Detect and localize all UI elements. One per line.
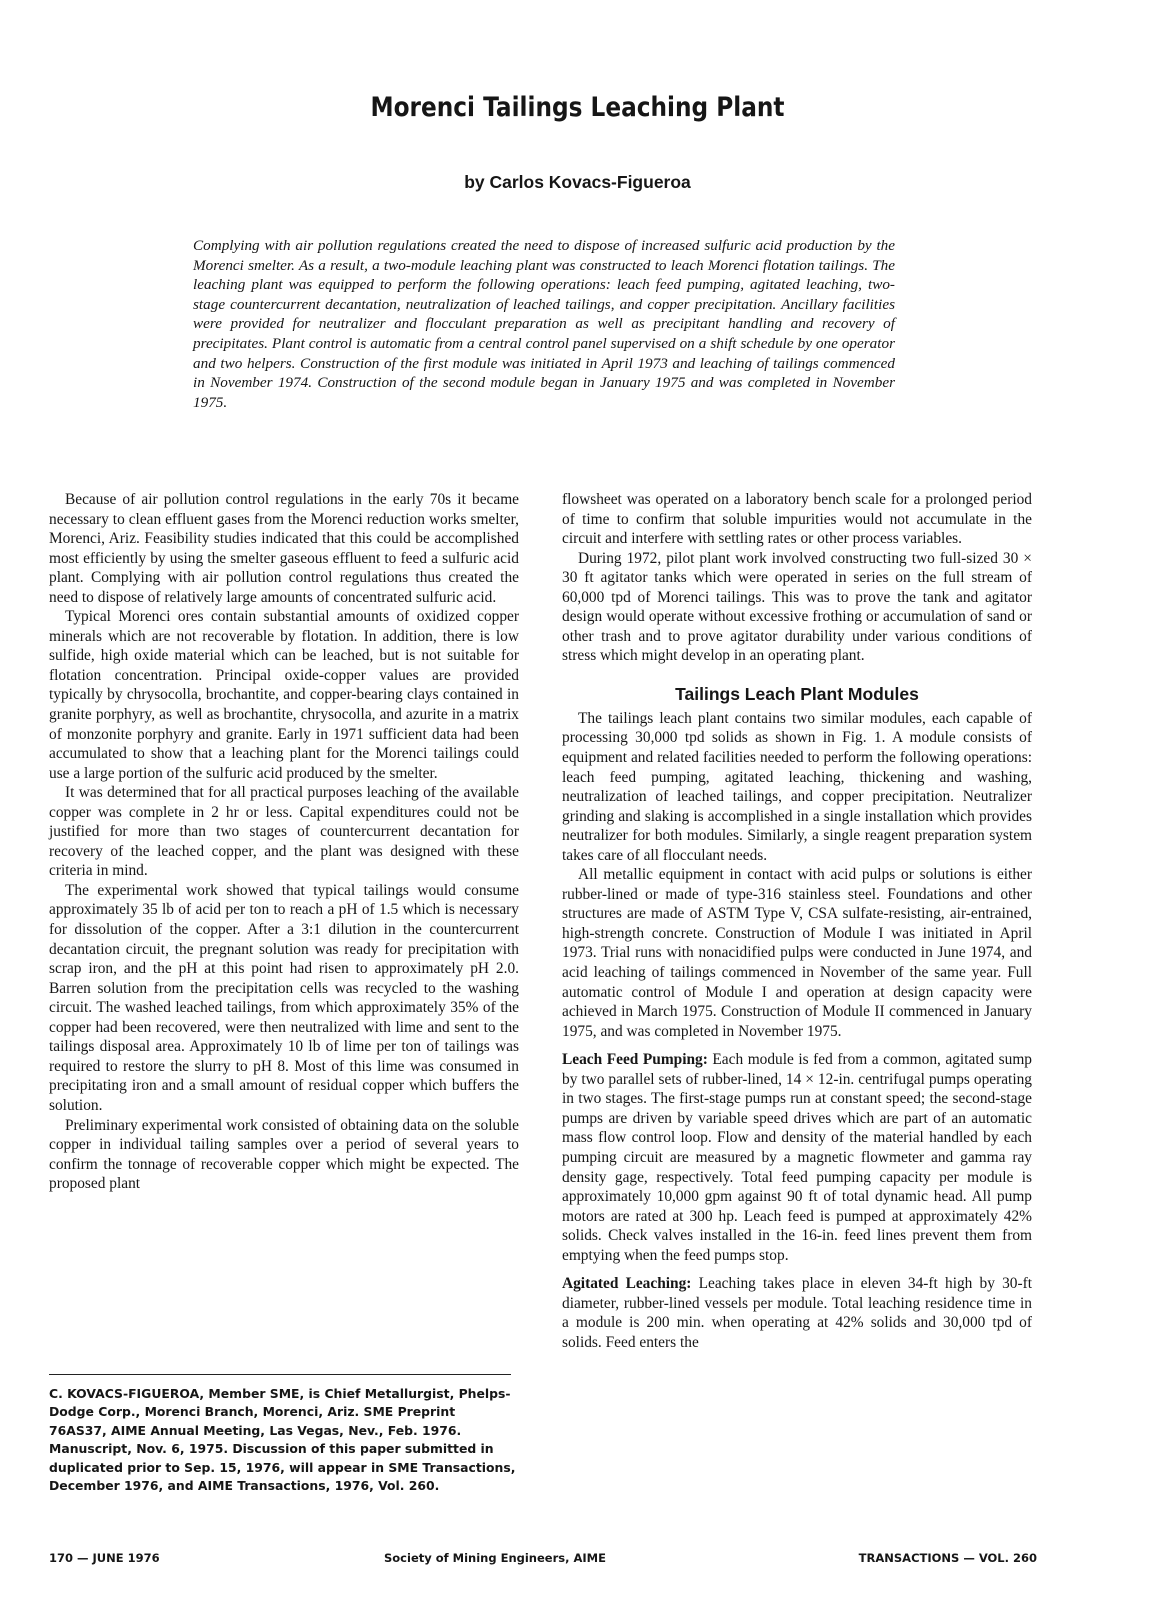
body-paragraph: Typical Morenci ores contain substantial amounts of oxidized copper minerals which are not recoverable by flotation. In addition, there is low sulfide, high oxide material which can be leached, but is not suitable for flotation concentration. Principal oxide-copper values are provided typically by chrysocolla, brochantite, and copper-bearing clays contained in granite porphyry, as well as brochantite, chrysocolla, and azurite in a matrix of monzonite porphyry and granite. Early in 1971 sufficient data had been accumulated to show that a leaching plant for the Morenci tailings could use a large portion of the sulfuric acid produced by the smelter. bbox=[49, 608, 519, 782]
run-in-text: Leaching takes place in eleven 34-ft high by 30-ft diameter, rubber-lined vessels per module. Total leaching residence time in a module is 200 min. when operating at 42% solids and 30,000 tpd of solids. Feed enters the bbox=[562, 1275, 1032, 1351]
agitated-leaching-paragraph bbox=[562, 1274, 1032, 1352]
abstract: Complying with air pollution regulations created the need to dispose of increased sulfuric acid production by the Morenci smelter. As a result, a two-module leaching plant was constructed to leach Morenci flotation tailings. The leaching plant was equipped to perform the following operations: leach feed pumping, agitated leaching, two-stage countercurrent decantation, neutralization of leached tailings, and copper precipitation. Ancillary facilities were provided for neutralizer and flocculant preparation as well as precipitant handling and recovery of precipitates. Plant control is automatic from a central control panel supervised on a shift schedule by one operator and two helpers. Construction of the first module was initiated in April 1973 and leaching of tailings commenced in November 1974. Construction of the second module began in January 1975 and was completed in November 1975. bbox=[193, 237, 895, 411]
author-footnote: C. KOVACS-FIGUEROA, Member SME, is Chief Metallurgist, Phelps-Dodge Corp., Morenci Branch, Morenci, Ariz. SME Preprint 76AS37, AIME Annual Meeting, Las Vegas, Nev., Feb. 1976. Manuscript, Nov. 6, 1975. Discussion of this paper submitted in duplicated prior to Sep. 15, 1976, will appear in SME Transactions, December 1976, and AIME Transactions, 1976, Vol. 260. bbox=[49, 1386, 516, 1494]
leach-feed-paragraph bbox=[562, 1050, 1032, 1265]
footer-journal: TRANSACTIONS — VOL. 260 bbox=[858, 1551, 1037, 1565]
body-paragraph: All metallic equipment in contact with acid pulps or solutions is either rubber-lined or made of type-316 stainless steel. Foundations and other structures are made of ASTM Type V, CSA sulfate-resisting, air-entrained, high-strength concrete. Construction of Module I was initiated in April 1973. Trial runs with nonacidified pulps were conducted in June 1974, and acid leaching of tailings commenced in November of the same year. Full automatic control of Module I and operation at design capacity were achieved in March 1975. Construction of Module II commenced in January 1975, and was completed in November 1975. bbox=[562, 866, 1032, 1040]
body-paragraph: It was determined that for all practical purposes leaching of the available copper was complete in 2 hr or less. Capital expenditures could not be justified for more than two stages of countercurrent decantation for recovery of the leached copper, and the plant was designed with these criteria in mind. bbox=[49, 784, 519, 880]
run-in-text: Each module is fed from a common, agitated sump by two parallel sets of rubber-lined, 14 × 12-in. centrifugal pumps operating in two stages. The first-stage pumps run at constant speed; the second-stage pumps are driven by variable speed drives which are part of an automatic mass flow control loop. Flow and density of the material handled by each pumping circuit are measured by a magnetic flowmeter and gamma ray density gage, respectively. Total feed pumping capacity per module is approximately 10,000 gpm against 90 ft of total dynamic head. All pump motors are rated at 300 hp. Leach feed is pumped at approximately 42% solids. Check valves installed in the 16-in. feed lines prevent them from emptying when the feed pumps stop. bbox=[562, 1051, 1032, 1264]
body-paragraph: Because of air pollution control regulations in the early 70s it became necessary to clean effluent gases from the Morenci reduction works smelter, Morenci, Ariz. Feasibility studies indicated that this could be accomplished most efficiently by using the smelter gaseous effluent to feed a sulfuric acid plant. Complying with air pollution control regulations thus created the need to dispose of relatively large amounts of concentrated sulfuric acid. bbox=[49, 491, 519, 606]
body-paragraph-continuation: flowsheet was operated on a laboratory bench scale for a prolonged period of time to confirm that soluble impurities would not accumulate in the circuit and interfere with settling rates or other process variables. bbox=[562, 491, 1032, 548]
body-paragraph: Preliminary experimental work consisted of obtaining data on the soluble copper in individual tailing samples over a period of several years to confirm the tonnage of recoverable copper which might be expected. The proposed plant bbox=[49, 1116, 519, 1193]
run-in-heading: Leach Feed Pumping: bbox=[562, 1051, 708, 1069]
left-column bbox=[49, 490, 519, 1194]
body-paragraph: The tailings leach plant contains two similar modules, each capable of processing 30,000 tpd solids as shown in Fig. 1. A module consists of equipment and related facilities needed to perform the following operations: leach feed pumping, agitated leaching, thickening and washing, neutralization of leached tailings, and copper precipitation. Neutralizer grinding and slaking is accomplished in a single installation which provides neutralizer for both modules. Similarly, a single reagent preparation system takes care of all flocculant needs. bbox=[562, 709, 1032, 864]
footer-page-number: 170 — JUNE 1976 bbox=[49, 1551, 160, 1565]
run-in-heading: Agitated Leaching: bbox=[562, 1275, 692, 1293]
footnote-rule bbox=[49, 1374, 511, 1375]
section-heading: Tailings Leach Plant Modules bbox=[675, 683, 919, 704]
right-column bbox=[562, 490, 1032, 1352]
footer-publisher: Society of Mining Engineers, AIME bbox=[384, 1551, 606, 1565]
page-title: Morenci Tailings Leaching Plant bbox=[370, 92, 785, 123]
author-byline: by Carlos Kovacs-Figueroa bbox=[464, 172, 691, 192]
body-paragraph: The experimental work showed that typical tailings would consume approximately 35 lb of acid per ton to reach a pH of 1.5 which is necessary for dissolution of the copper. After a 3:1 dilution in the countercurrent decantation circuit, the pregnant solution was ready for precipitation with scrap iron, and the pH at this point had risen to approximately pH 2.0. Barren solution from the precipitation cells was recycled to the washing circuit. The washed leached tailings, from which approximately 35% of the copper had been recovered, were then neutralized with lime and sent to the tailings disposal area. Approximately 10 lb of lime per ton of tailings was required to restore the slurry to pH 8. Most of this lime was consumed in precipitating iron and a small amount of residual copper which buffers the solution. bbox=[49, 881, 519, 1114]
body-paragraph: During 1972, pilot plant work involved constructing two full-sized 30 × 30 ft agitator tanks which were operated in series on the full stream of 60,000 tpd of Morenci tailings. This was to prove the tank and agitator design would operate without excessive frothing or accumulation of sand or other trash and to prove agitator durability under various conditions of stress which might develop in an operating plant. bbox=[562, 549, 1032, 665]
